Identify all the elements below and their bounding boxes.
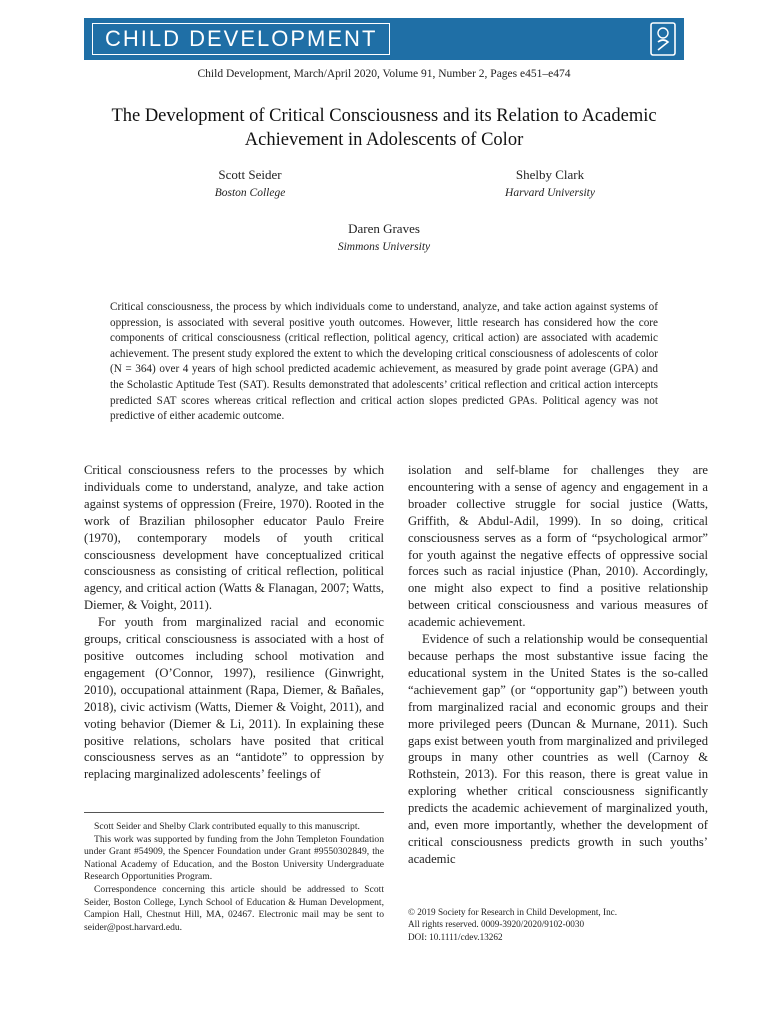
author-affiliation: Boston College [214, 187, 286, 199]
body-paragraph: Evidence of such a relationship would be consequential because perhaps the most substantive issue facing the educational system in the United States is the so-called “achievement gap” (or “opportunity gap”) between youth from marginalized racial and economic groups and their more privileged peers (Duncan & Murnane, 2011). Such gaps exist between youth from marginalized and privileged groups in many other countries as well (Carnoy & Rothstein, 2013). For this reason, there is great value in exploring whether critical consciousness significantly predicts the academic achievement of marginalized youth, and, even more importantly, whether the development of critical consciousness predicts growth in such youths’ academic [408, 632, 708, 866]
author-block [460, 166, 640, 202]
doi-line: DOI: 10.1111/cdev.13262 [408, 931, 503, 942]
author-name: Daren Graves [348, 221, 420, 236]
author-block [300, 220, 468, 256]
author-affiliation: Harvard University [505, 187, 595, 199]
body-paragraph: isolation and self-blame for challenges they are encountering with a sense of agency and engagement in a broader collective struggle for social justice (Watts, Griffith, & Abdul-Adil, 1999). In so doing, critical consciousness serves as a form of “psychological armor” for youth against the negative effects of oppressive social forces such as racial injustice (Phan, 2010). Accordingly, one might also expect to find a positive relationship between critical consciousness and various measures of academic achievement. [408, 463, 708, 630]
author-block [160, 166, 340, 202]
body-paragraph: For youth from marginalized racial and economic groups, critical consciousness is associated with a host of positive outcomes including school motivation and engagement (O’Connor, 1997), resilience (Ginwright, 2010), occupational attainment (Rapa, Diemer, & Bañales, 2018), civic activism (Watts, Diemer & Voight, 2011), and voting behavior (Diemer & Li, 2011). In explaining these positive relations, scholars have posited that critical consciousness serves as an “antidote” to oppression by replacing marginalized adolescents’ feelings of [84, 615, 384, 782]
srcd-logo-icon [650, 22, 676, 56]
article-title: The Development of Critical Consciousness and its Relation to Academic Achievement in Adolescents of Color [111, 106, 657, 150]
author-name: Shelby Clark [515, 167, 585, 182]
copyright-line: All rights reserved. 0009-3920/2020/9102-0030 [408, 919, 585, 930]
footnote: This work was supported by funding from the John Templeton Foundation under Grant #54909, the Spencer Foundation under Grant #9550302849, the National Academy of Education, and the Boston University Undergraduate Research Opportunities Program. [84, 833, 384, 883]
copyright-block [408, 906, 708, 943]
citation-line: Child Development, March/April 2020, Volume 91, Number 2, Pages e451–e474 [197, 68, 571, 80]
copyright-line: © 2019 Society for Research in Child Development, Inc. [408, 907, 618, 917]
footnote: Correspondence concerning this article should be addressed to Scott Seider, Boston College, Lynch School of Education & Human Development, Campion Hall, Chestnut Hill, MA, 02467. Electronic mail may be sent to seider@post.harvard.edu. [84, 883, 384, 933]
journal-title-box [92, 23, 390, 55]
author-affiliation: Simmons University [337, 241, 431, 253]
journal-banner [84, 18, 684, 60]
footnotes [84, 812, 384, 934]
body-column-left [84, 462, 384, 783]
body-column-right [408, 462, 708, 868]
body-paragraph: Critical consciousness refers to the processes by which individuals come to understand, analyze, and take action against systems of oppression (Freire, 1970). Rooted in the work of Brazilian philosopher educator Paulo Freire (1970), contemporary models of youth critical consciousness development have conceptualized critical consciousness as consisting of critical reflection, political agency, and critical action (Watts & Flanagan, 2007; Watts, Diemer, & Voight, 2011). [84, 463, 384, 613]
footnote-divider [84, 812, 384, 813]
footnote: Scott Seider and Shelby Clark contributed equally to this manuscript. [94, 821, 360, 832]
author-name: Scott Seider [218, 167, 282, 182]
journal-title: CHILD DEVELOPMENT [105, 26, 378, 51]
abstract: Critical consciousness, the process by which individuals come to understand, analyze, and take action against systems of oppression, is associated with several positive youth outcomes. However, little research has considered how the core components of critical consciousness (critical reflection, political agency, critical action) are associated with academic achievement. The present study explored the extent to which the developing critical consciousness of adolescents of color (N = 364) over 4 years of high school predicted academic achievement, as measured by grade point average (GPA) and the Scholastic Aptitude Test (SAT). Results demonstrated that adolescents’ critical reflection and critical action intercepts predicted SAT scores whereas critical reflection and critical action slopes predicted GPAs. Political agency was not predictive of either academic outcome. [110, 301, 658, 423]
